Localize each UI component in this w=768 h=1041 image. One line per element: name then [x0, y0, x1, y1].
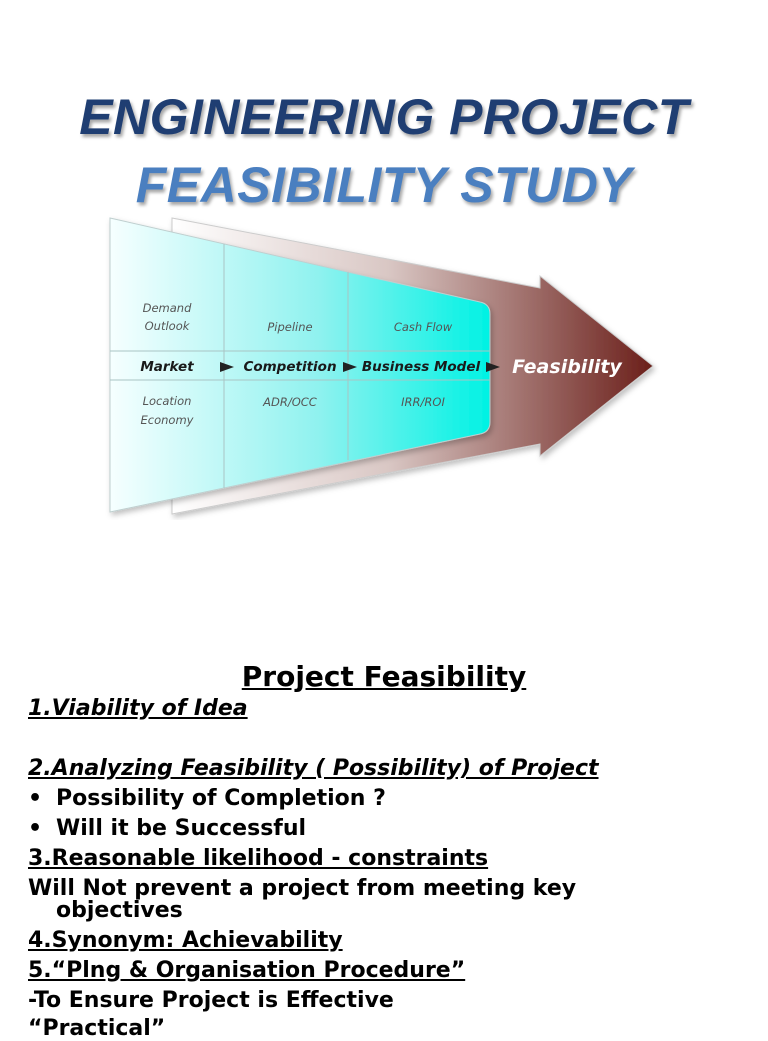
bullet-completion-text: Possibility of Completion ?	[56, 786, 386, 811]
item-viability: 1.Viability of Idea	[28, 696, 248, 721]
business-model-bottom-line-1: IRR/ROI	[401, 395, 445, 409]
item-procedure: 5.“Plng & Organisation Procedure”	[28, 958, 466, 983]
line-practical: “Practical”	[28, 1016, 166, 1041]
market-top-line-2: Outlook	[144, 319, 190, 333]
competition-label: Competition	[243, 359, 337, 375]
section-heading: Project Feasibility	[241, 660, 527, 693]
bullet-icon: •	[28, 786, 43, 811]
bullet-completion	[28, 786, 386, 811]
title-line-2: FEASIBILITY STUDY	[135, 157, 633, 213]
market-label: Market	[140, 359, 194, 375]
item-synonym: 4.Synonym: Achievability	[28, 928, 343, 953]
line-effective: -To Ensure Project is Effective	[28, 988, 394, 1013]
competition-bottom-line-1: ADR/OCC	[263, 395, 317, 409]
title-line-1: ENGINEERING PROJECT	[79, 89, 689, 145]
business-model-label: Business Model	[361, 359, 481, 375]
item-analyzing: 2.Analyzing Feasibility ( Possibility) of Project	[28, 756, 599, 781]
bullet-icon: •	[28, 816, 43, 841]
content-slide	[0, 620, 768, 1041]
feasibility-label: Feasibility	[512, 356, 622, 378]
business-model-top-line-1: Cash Flow	[393, 320, 453, 334]
item-likelihood: 3.Reasonable likelihood - constraints	[28, 846, 489, 871]
competition-top-line-1: Pipeline	[267, 320, 313, 334]
line-not-prevent: Will Not prevent a project from meeting key	[28, 876, 577, 901]
market-bottom-line-2: Economy	[140, 413, 194, 427]
market-top-line-1: Demand	[142, 301, 192, 315]
bullet-successful-text: Will it be Successful	[56, 816, 307, 841]
line-objectives: objectives	[56, 898, 183, 923]
market-bottom-line-1: Location	[142, 394, 192, 408]
feasibility-funnel-diagram	[100, 210, 660, 520]
bullet-successful	[28, 816, 306, 841]
